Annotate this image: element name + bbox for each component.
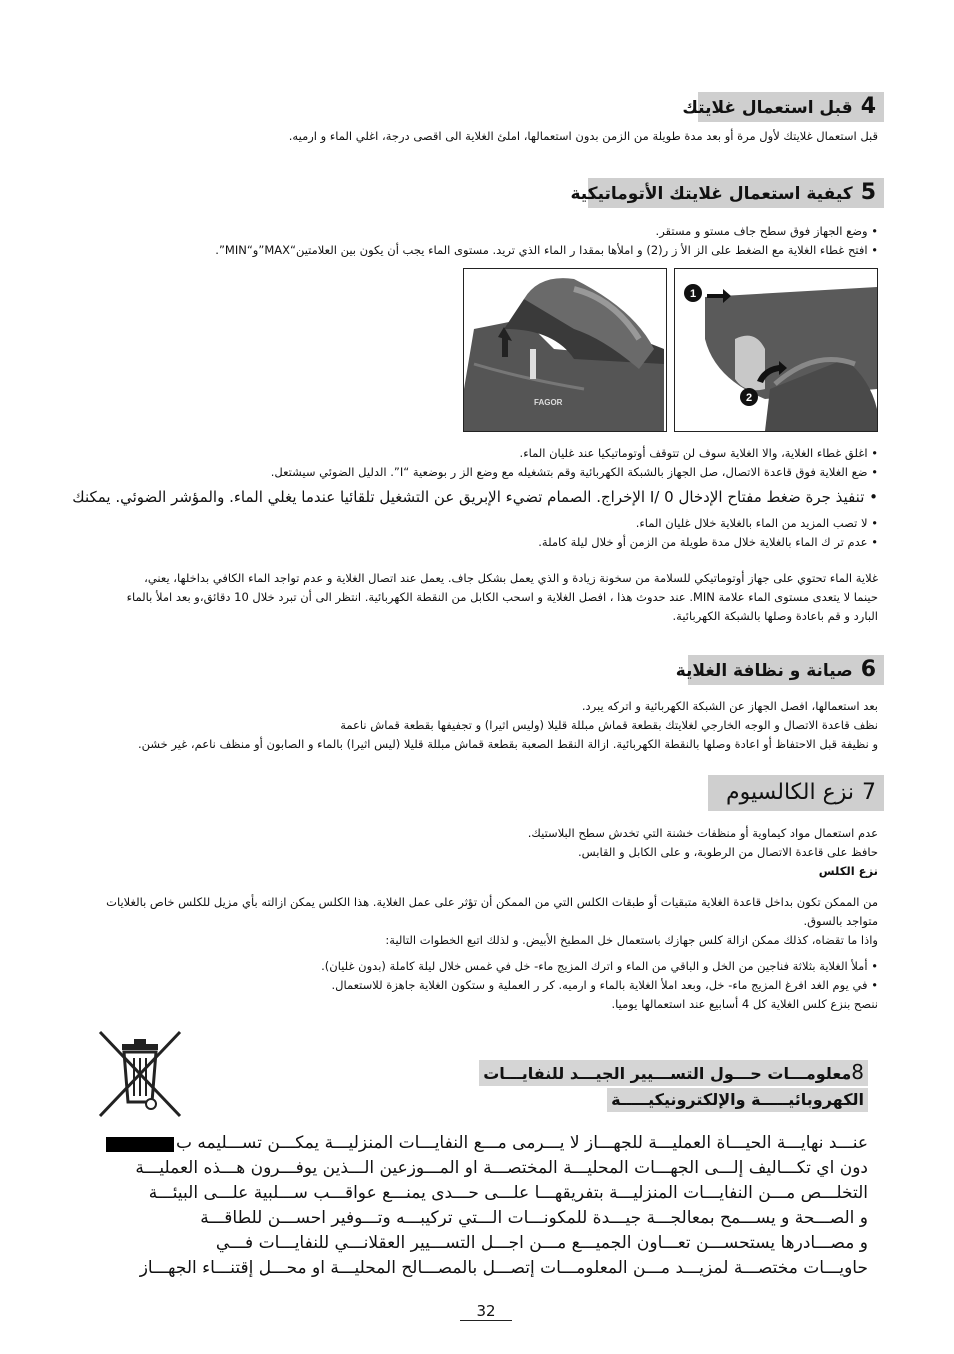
fagor-logo: FAGOR — [534, 398, 563, 407]
section-5-bullet-large — [72, 486, 878, 509]
paragraph-line: واذا ما تقضاه، كذلك ممكن ازالة كلس جهازك باستعمال خل المطبخ الأبيض. و لذلك اتبع الخطوات التالية: — [385, 933, 878, 947]
section-title: صيانة و نظافة الغلاية — [675, 661, 853, 681]
paragraph-line: حافظ على قاعدة الاتصال من الرطوبة، و على الكابل و القابس. — [577, 845, 878, 859]
page-number — [460, 1302, 512, 1321]
section-4-body — [289, 127, 878, 146]
section-8-heading — [483, 1060, 868, 1112]
section-5-bullets-3 — [538, 514, 878, 552]
section-5-bullets — [215, 222, 878, 260]
kettle-illustration — [464, 269, 666, 431]
section-number: 7 — [862, 780, 876, 805]
paragraph-line: نظف قاعدة الاتصال و الوجه الخارجي لغلايتك بقطعة قماش مبللة قليلا (وليس اثيرا) و تجفيفها بقطعة قماش ناعمة — [340, 718, 878, 732]
section-number: 4 — [860, 94, 876, 119]
section-5-heading — [570, 178, 884, 208]
bullet-item: • أملأ الغلاية بثلاثة فناجين من الخل و الباقي من الماء و اترك المزيج ماء- خل في غمس خلال ليلة كاملة (بدون غليان). — [321, 957, 878, 976]
bullet-item: • تنفيذ جرة ضغط مفتاح الإدخال I/ 0 الإخراج. الصمام تضيء الإبريق عن التشغيل تلقائيا عندما يغلي الماء. والمؤشر الضوئي. يمكنك — [72, 486, 878, 509]
paragraph-line: بعد استعمالها، افصل الجهاز عن الشبكة الكهربائية و اتركه يبرد. — [581, 699, 878, 713]
figure-kettle-lid-open — [463, 268, 667, 432]
page-number-text: 32 — [476, 1302, 496, 1320]
section-4-heading — [682, 92, 884, 122]
paragraph-line: عدم استعمال مواد كيماوية أو منظفات خشنة التي تخدش سطح البلاستيك. — [527, 826, 878, 840]
section-number: 5 — [860, 180, 876, 205]
paragraph-line: حاويـــات مختصـــة لمزيـــد مـــن المعلومـــات إتصـــل بالمصـــالح المحليـــة او محـــل إقتنـــاء الجهـــاز — [139, 1258, 868, 1278]
step-badge-1: 1 — [689, 288, 697, 300]
bullet-item: • افتح غطاء الغلاية مع الضغط على الز الأ ز ر(2) و املأها بمقدا ر الماء الذي تريد. مستوى الماء يجب أن يكون بين العلامتين“MAX”و“MIN”. — [215, 241, 878, 260]
paragraph-line: غلاية الماء تحتوي على جهاز أوتوماتيكي للسلامة من سخونة زيادة و الذي يعمل بشكل جاف. يعمل عند اتصال الغلاية و عدم تواجد الماء الكافي بداخلها، يعني، — [144, 571, 878, 585]
paragraph-line: حينما لا يتعدى مستوى الماء علامة MIN. عند حدوث هذا ، افصل الغلاية و اسحب الكابل من النقطة الكهربائية. انتظر الى أن تبرد خلال 10 دقائق،و بعد املأ بالماء — [126, 590, 878, 604]
paragraph-line: التخلـــص مـــن النفايـــات المنزليـــة بتفريقهـــا علـــى حـــدى يمنـــع عواقـــب ســـلبية علـــى البيئـــة — [148, 1183, 868, 1203]
section-7-body — [528, 824, 878, 881]
section-title-line1: معلومـــات حـــول التســـيير الجيـــد للنفايـــات — [483, 1064, 852, 1083]
subheading: نزع الكلس — [818, 864, 878, 878]
figure-kettle-steps — [674, 268, 878, 432]
paragraph-line: و نظيفة قبل الاحتفاظ أو اعادة وصلها بالنقطة الكهربائية. ازالة النقط الصعبة بقطعة قماش مبللة قليلا (ليس اثيرا) بالماء و الصابون أو منظف ناعم، غير خشن. — [138, 737, 878, 751]
step-badge-2: 2 — [745, 392, 753, 404]
paragraph-line: متواجد بالسوق. — [803, 914, 878, 928]
section-6-heading — [675, 655, 884, 685]
section-title: نزع الكالسيوم — [725, 780, 854, 805]
bullet-item: • لا تصب المزيد من الماء بالغلاية خلال غليان الماء. — [538, 514, 878, 533]
bullet-item: • اغلق غطاء الغلاية، والا الغلاية سوف لن تتوقف أوتوماتيكيا عند غليان الماء. — [271, 444, 878, 463]
section-5-note — [127, 569, 878, 626]
bullet-item: • ضع الغلاية فوق قاعدة الاتصال، صل الجهاز بالشبكة الكهربائية وقم بتشغيله مع وضع الز ر بوضعية “I”. الدليل الضوئي سيشتعل. — [271, 463, 878, 482]
bullet-item: • وضع الجهاز فوق سطح جاف مستو و مستقر. — [215, 222, 878, 241]
kettle-steps-illustration — [675, 269, 877, 431]
paragraph-line: من الممكن تكون بداخل قاعدة الغلاية متبقيات أو طبقات الكلس التي من الممكن أن تؤثر على عمل الغلاية. هذا الكلس يمكن ازالته بأي مزيل للكلس خاص بالغلايات — [106, 895, 878, 909]
section-8-body — [135, 1131, 868, 1281]
paragraph-line: قبل استعمال غلايتك لأول مرة أو بعد مدة طويلة من الزمن بدون استعمالها، املئ الغلاية الى اقصى درجة، اغلي الماء و ارميه. — [288, 129, 878, 143]
section-title: قبل استعمال غلايتك — [682, 98, 853, 118]
bullet-item: • في يوم الغد افرغ المزيج ماء- خل، وبعد املأ الغلاية بالماء و ارميه. كر ر العملية و ستكون الغلاية جاهزة للاستعمال. — [321, 976, 878, 995]
section-number: 6 — [860, 657, 876, 682]
paragraph-line: عنـــد نهايـــة الحيـــاة العمليـــة للجهـــاز لا يـــرمى مـــع النفايـــات المنزليـــة يمكـــن تســـليمه ب — [175, 1133, 868, 1153]
bullet-item: • عدم تر ك الماء بالغلاية خلال مدة طويلة من الزمن أو خلال ليلة كاملة. — [538, 533, 878, 552]
section-7-bullets — [321, 957, 878, 1014]
paragraph-line: و الصـــحة و يســـمح بمعالجـــة جيـــدة للمكونـــات الـــتي تركيبـــه وتـــوفير احســـن للطاقـــة — [200, 1208, 868, 1228]
paragraph-line: دون اي تكـــاليف إلـــى الجهـــات المحليـــة المختصـــة او المـــوزعين الـــذين يوفـــرون هـــذه العمليـــة — [135, 1158, 868, 1178]
paragraph-line: ننصح بنزع كلس الغلاية كل 4 أسابيع عند استعمالها يوميا. — [611, 997, 878, 1011]
section-title: كيفية استعمال غلايتك الأتوماتيكية — [570, 184, 853, 204]
section-6-body — [138, 697, 878, 754]
section-5-bullets-2 — [271, 444, 878, 482]
paragraph-line: و مصـــادرها يستحســـن تعـــاون الجميـــع مـــن اجـــل التســـيير العقلانـــي للنفايـــات فـــي — [215, 1233, 868, 1253]
section-title-line2: الكهروبائيـــــة والإلكترونيكيـــــة — [611, 1090, 864, 1109]
paragraph-line: البارد و قم باعادة وصلها بالشبكة الكهربائية. — [672, 609, 878, 623]
section-7-paragraph — [106, 893, 878, 950]
section-number: 8 — [851, 1060, 864, 1084]
section-7-heading — [708, 775, 884, 811]
weee-crossed-bin-icon — [96, 1028, 184, 1120]
